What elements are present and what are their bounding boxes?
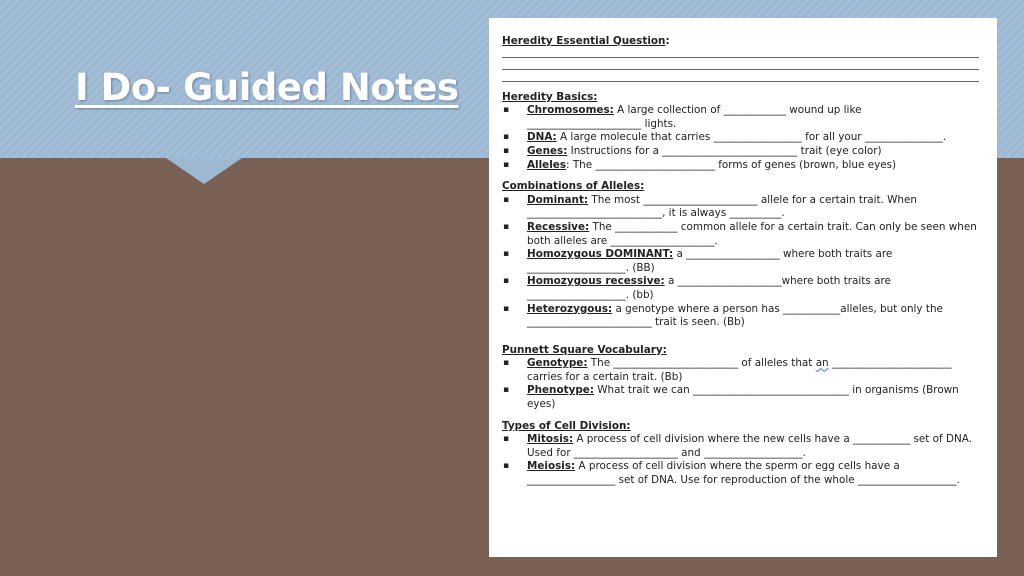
- bullet-icon: ▪: [503, 358, 510, 369]
- list-item-heterozygous: [502, 303, 979, 330]
- essential-question-colon: :: [665, 35, 670, 47]
- answer-line: [502, 81, 979, 82]
- definition: A process of cell division where the sperm or egg cells have a _________________ set of DNA. Use for reproduction of the whole ___________________.: [527, 460, 960, 487]
- term: Genotype:: [527, 357, 588, 370]
- bullet-icon: ▪: [503, 461, 510, 472]
- list-item-meiosis: [502, 460, 979, 487]
- section-heading-heredity-basics: Heredity Basics:: [502, 90, 598, 103]
- section-heading-combinations-of-alleles: Combinations of Alleles:: [502, 180, 645, 193]
- section-heading-types-of-cell-division: Types of Cell Division:: [502, 419, 631, 432]
- bullet-icon: ▪: [503, 105, 510, 116]
- essential-question: [502, 35, 979, 49]
- term: DNA:: [527, 131, 557, 144]
- bullet-icon: ▪: [503, 249, 510, 260]
- list-item-dna: [502, 131, 979, 145]
- definition: Instructions for a __________________________ trait (eye color): [567, 144, 882, 157]
- term: Homozygous recessive:: [527, 275, 665, 288]
- definition: A large collection of ____________ wound up like ______________________ lights.: [527, 104, 862, 130]
- bullet-icon: ▪: [503, 276, 510, 287]
- list-item-chromosomes: [502, 104, 979, 131]
- header-pointer: [166, 158, 242, 184]
- term: Homozygous DOMINANT:: [527, 248, 674, 261]
- essential-question-heading: Heredity Essential Question: [502, 35, 666, 47]
- term: Phenotype:: [527, 384, 594, 397]
- list-item-genotype: [502, 357, 979, 384]
- definition: a __________________ where both traits are ___________________. (BB): [527, 248, 893, 274]
- term: Recessive:: [527, 220, 590, 233]
- definition: a genotype where a person has ___________alleles, but only the ________________________ trait is seen. (Bb): [527, 302, 943, 329]
- definition: What trait we can ______________________________ in organisms (Brown eyes): [527, 384, 959, 411]
- definition: : The _______________________ forms of genes (brown, blue eyes): [566, 158, 897, 171]
- bullet-icon: ▪: [503, 221, 510, 232]
- definition-continued: _______________________ carries for a certain trait. (Bb): [527, 357, 952, 383]
- answer-line: [502, 57, 979, 58]
- term: Chromosomes:: [527, 104, 614, 117]
- term: Alleles: [527, 158, 567, 171]
- worksheet: [489, 18, 997, 557]
- list-item-homozygous-dominant: [502, 248, 979, 275]
- definition: a ____________________where both traits are ___________________. (bb): [527, 275, 891, 301]
- list-item-mitosis: [502, 433, 979, 460]
- slide-title: I Do- Guided Notes: [75, 66, 459, 109]
- section-heading-punnett-square-vocabulary: Punnett Square Vocabulary:: [502, 343, 667, 356]
- list-item-dominant: [502, 194, 979, 221]
- definition: The ____________ common allele for a certain trait. Can only be seen when both alleles are ____________________.: [527, 220, 977, 247]
- bullet-icon: ▪: [503, 385, 510, 396]
- list-item-homozygous-recessive: [502, 275, 979, 302]
- bullet-icon: ▪: [503, 194, 510, 205]
- definition: A process of cell division where the new cells have a ___________ set of DNA. Used for ____________________ and ___________________.: [527, 433, 972, 459]
- definition: A large molecule that carries _________________ for all your _______________.: [556, 131, 947, 144]
- list-item-phenotype: [502, 384, 979, 411]
- term: Meiosis:: [527, 460, 576, 473]
- list-item-recessive: [502, 221, 979, 248]
- list-item-genes: [502, 145, 979, 159]
- bullet-icon: ▪: [503, 303, 510, 314]
- spellcheck-word: an: [815, 357, 829, 370]
- term: Genes:: [527, 144, 568, 157]
- term: Heterozygous:: [527, 302, 613, 315]
- bullet-icon: ▪: [503, 434, 510, 445]
- bullet-icon: ▪: [503, 145, 510, 156]
- definition: The ________________________ of alleles that: [587, 357, 816, 370]
- term: Dominant:: [527, 193, 589, 206]
- bullet-icon: ▪: [503, 132, 510, 143]
- definition: The most ______________________ allele for a certain trait. When __________________________, it is always __________.: [527, 193, 917, 220]
- answer-line: [502, 69, 979, 70]
- list-item-alleles: [502, 159, 979, 173]
- bullet-icon: ▪: [503, 159, 510, 170]
- term: Mitosis:: [527, 433, 574, 446]
